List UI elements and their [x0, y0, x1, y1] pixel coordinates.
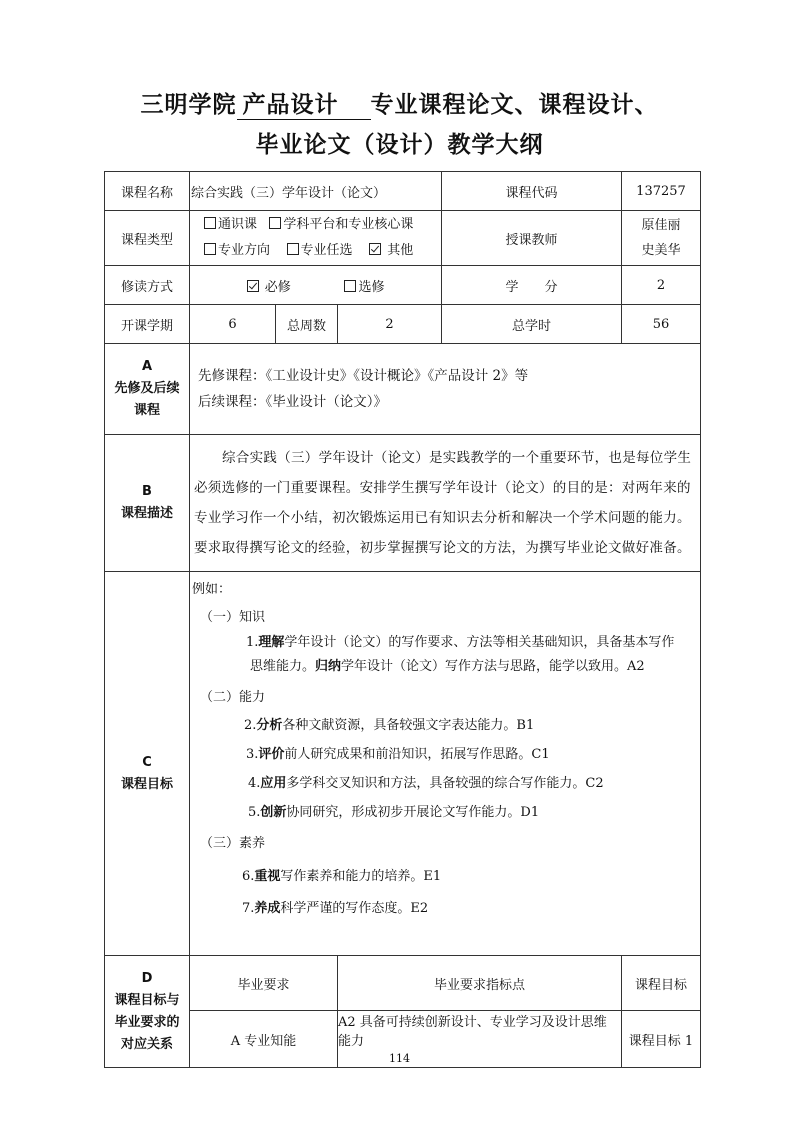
- course-objectives: [190, 572, 701, 956]
- teacher-names: [622, 211, 701, 266]
- checkbox-checked-icon: [369, 243, 381, 255]
- study-mode-label: 修读方式: [105, 266, 190, 305]
- mode-elective[interactable]: 选修: [344, 280, 384, 295]
- course-name-label: 课程名称: [105, 172, 190, 211]
- type-option-general[interactable]: 通识课: [204, 217, 257, 232]
- course-name-row: [105, 172, 701, 211]
- hours-label: 总学时: [442, 305, 622, 344]
- objective-4: 4.应用多学科交叉知识和方法，具备较强的综合写作能力。C2: [248, 776, 604, 791]
- hours-value: 56: [622, 305, 701, 344]
- section-d-header: D 课程目标与 毕业要求的 对应关系: [105, 956, 190, 1068]
- checkbox-checked-icon: [247, 280, 259, 292]
- objective-3: 3.评价前人研究成果和前沿知识，拓展写作思路。C1: [246, 747, 550, 762]
- section-a-header: A 先修及后续 课程: [105, 344, 190, 435]
- section-a-content: [190, 344, 701, 435]
- checkbox-icon: [204, 243, 216, 255]
- study-mode-row: [105, 266, 701, 305]
- title-major: 产品设计: [237, 86, 371, 120]
- title-suffix: 专业课程论文、课程设计、: [370, 92, 659, 118]
- semester-row: [105, 305, 701, 344]
- doc-title-line2: 毕业论文（设计）教学大纲: [255, 132, 544, 158]
- prerequisite-courses: 先修课程：《工业设计史》《设计概论》《产品设计 2》等: [198, 368, 529, 384]
- mapping-indicator: A2 具备可持续创新设计、专业学习及设计思维能力: [338, 1011, 622, 1068]
- section-b-header: B 课程描述: [105, 435, 190, 572]
- knowledge-heading: （一）知识: [200, 610, 266, 625]
- page-number: 114: [389, 1052, 410, 1065]
- section-a-row: [105, 344, 701, 435]
- course-type-options: [190, 211, 442, 266]
- section-b-row: [105, 435, 701, 572]
- col-graduation-requirement: 毕业要求: [190, 956, 338, 1011]
- objective-7: 7.养成科学严谨的写作态度。E2: [242, 901, 429, 916]
- course-code-value: 137257: [622, 172, 701, 211]
- checkbox-icon: [269, 217, 281, 229]
- semester-value: 6: [190, 305, 276, 344]
- col-requirement-indicator: 毕业要求指标点: [338, 956, 622, 1011]
- ability-heading: （二）能力: [200, 690, 266, 705]
- semester-label: 开课学期: [105, 305, 190, 344]
- objective-1: 1.理解学年设计（论文）的写作要求、方法等相关基础知识，具备基本写作: [246, 635, 675, 650]
- section-c-row: [105, 572, 701, 956]
- teacher-2: 史美华: [641, 243, 681, 258]
- syllabus-table: [104, 171, 701, 1068]
- type-option-direction[interactable]: 专业方向: [204, 243, 270, 258]
- section-c-header: C 课程目标: [105, 572, 190, 956]
- follow-up-courses: 后续课程：《毕业设计（论文）》: [198, 394, 387, 410]
- weeks-label: 总周数: [276, 305, 338, 344]
- teacher-1: 原佳丽: [641, 218, 681, 233]
- doc-title-line1: [0, 86, 799, 120]
- objective-2: 2.分析各种文献资源，具备较强文字表达能力。B1: [244, 718, 535, 733]
- mapping-requirement: A 专业知能: [190, 1011, 338, 1068]
- objective-1-cont: 思维能力。归纳学年设计（论文）写作方法与思路，能学以致用。A2: [250, 659, 645, 674]
- type-option-core[interactable]: 学科平台和专业核心课: [269, 217, 413, 232]
- checkbox-icon: [287, 243, 299, 255]
- credit-value: 2: [622, 266, 701, 305]
- mode-required[interactable]: 必修: [247, 280, 291, 295]
- objectives-intro: 例如：: [192, 582, 232, 597]
- teacher-label: 授课教师: [442, 211, 622, 266]
- type-option-elective[interactable]: 专业任选: [287, 243, 353, 258]
- course-type-label: 课程类型: [105, 211, 190, 266]
- credit-label: 学 分: [442, 266, 622, 305]
- col-course-objective: 课程目标: [622, 956, 701, 1011]
- course-code-label: 课程代码: [442, 172, 622, 211]
- section-d-header-row: [105, 956, 701, 1011]
- quality-heading: （三）素养: [200, 836, 266, 851]
- weeks-value: 2: [338, 305, 442, 344]
- title-school: 三明学院: [140, 92, 237, 118]
- course-type-row: [105, 211, 701, 266]
- course-description: 综合实践（三）学年设计（论文）是实践教学的一个重要环节，也是每位学生 必须选修的一门重要课程。安排学生撰写学年设计（论文）的目的是：对两年来的 专业学习作一个小结，初次锻炼运用已有知识去分析和解决一个学术问题的能力。 要求取得撰写论文的经验，初步掌握撰写论文的方法，为撰写毕业论文做好准备。: [190, 435, 701, 572]
- objective-5: 5.创新协同研究，形成初步开展论文写作能力。D1: [248, 805, 540, 820]
- type-option-other[interactable]: 其他: [369, 243, 413, 258]
- course-name-value: 综合实践（三）学年设计（论文）: [190, 172, 442, 211]
- study-mode-options: [190, 266, 442, 305]
- checkbox-icon: [344, 280, 356, 292]
- objective-6: 6.重视写作素养和能力的培养。E1: [242, 869, 442, 884]
- checkbox-icon: [204, 217, 216, 229]
- mapping-objective: 课程目标 1: [622, 1011, 701, 1068]
